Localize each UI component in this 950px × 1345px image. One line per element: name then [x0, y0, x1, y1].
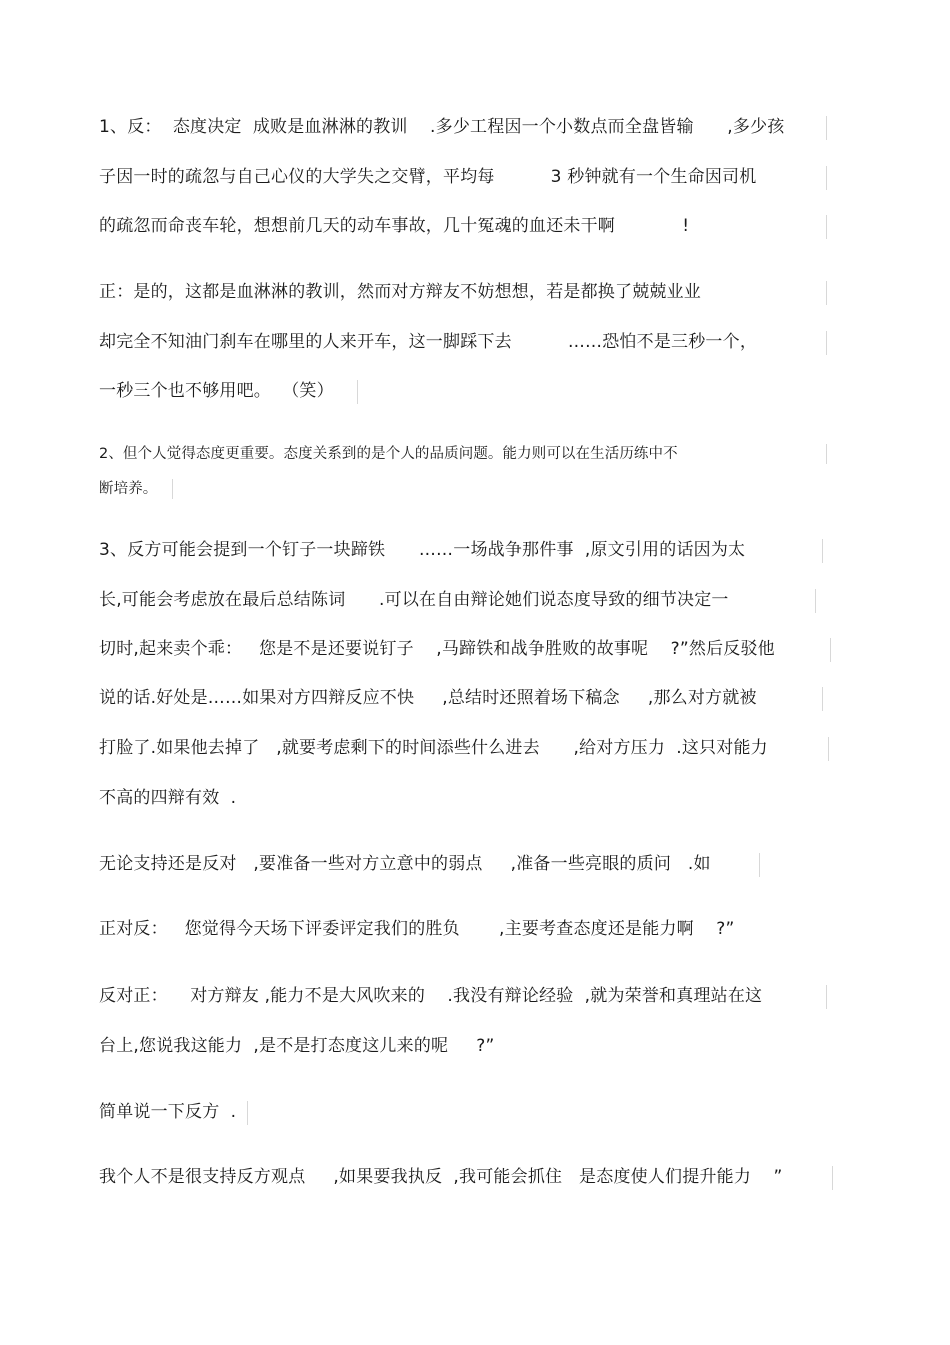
text-line-16: 正对反： 您觉得今天场下评委评定我们的胜负 ,主要考查态度还是能力啊 ?” — [99, 919, 735, 939]
text-line-9: 3、反方可能会提到一个钉子一块蹄铁 ……一场战争那件事 ,原文引用的话因为太 — [99, 540, 746, 560]
line-edge — [826, 116, 827, 140]
text-line-10: 长,可能会考虑放在最后总结陈词 .可以在自由辩论她们说态度导致的细节决定一 — [99, 590, 729, 610]
line-edge — [822, 687, 823, 711]
line-edge — [826, 331, 827, 355]
text-line-15: 无论支持还是反对 ,要准备一些对方立意中的弱点 ,准备一些亮眼的质问 .如 — [99, 854, 711, 874]
line-edge — [172, 479, 173, 499]
line-edge — [247, 1101, 248, 1125]
text-line-19: 简单说一下反方 . — [99, 1102, 237, 1122]
line-edge — [759, 853, 760, 877]
text-line-18: 台上,您说我这能力 ,是不是打态度这儿来的呢 ?” — [99, 1036, 495, 1056]
line-edge — [826, 215, 827, 239]
text-line-2: 子因一时的疏忽与自己心仪的大学失之交臂，平均每 3 秒钟就有一个生命因司机 — [99, 167, 757, 187]
text-line-1: 1、反： 态度决定 成败是血淋淋的教训 .多少工程因一个小数点而全盘皆输 ,多少孩 — [99, 117, 785, 137]
line-edge — [826, 281, 827, 305]
text-line-20: 我个人不是很支持反方观点 ,如果要我执反 ,我可能会抓住 是态度使人们提升能力 ” — [99, 1167, 783, 1187]
line-edge — [822, 539, 823, 563]
text-line-12: 说的话.好处是……如果对方四辩反应不快 ,总结时还照着场下稿念 ,那么对方就被 — [99, 688, 757, 708]
line-edge — [828, 737, 829, 761]
text-line-13: 打脸了.如果他去掉了 ,就要考虑剩下的时间添些什么进去 ,给对方压力 .这只对能力 — [99, 738, 768, 758]
line-edge — [826, 985, 827, 1009]
line-edge — [357, 380, 358, 404]
text-line-6: 一秒三个也不够用吧。 （笑） — [99, 381, 334, 401]
text-line-5: 却完全不知油门刹车在哪里的人来开车，这一脚踩下去 ……恐怕不是三秒一个， — [99, 332, 758, 352]
text-line-17: 反对正： 对方辩友 ,能力不是大风吹来的 .我没有辩论经验 ,就为荣誉和真理站在这 — [99, 986, 763, 1006]
text-line-3: 的疏忽而命丧车轮，想想前几天的动车事故，几十冤魂的血还未干啊 ! — [99, 216, 690, 236]
line-edge — [832, 1166, 833, 1190]
line-edge — [826, 166, 827, 190]
line-edge — [830, 638, 831, 662]
text-line-7: 2、但个人觉得态度更重要。态度关系到的是个人的品质问题。能力则可以在生活历练中不 — [99, 446, 678, 462]
line-edge — [815, 589, 816, 613]
text-line-11: 切时,起来卖个乖： 您是不是还要说钉子 ,马蹄铁和战争胜败的故事呢 ?”然后反驳他 — [99, 639, 775, 659]
text-line-14: 不高的四辩有效 . — [99, 788, 237, 808]
text-line-4: 正：是的，这都是血淋淋的教训，然而对方辩友不妨想想，若是都换了兢兢业业 — [99, 282, 701, 302]
line-edge — [826, 444, 827, 464]
text-line-8: 断培养。 — [99, 481, 158, 497]
